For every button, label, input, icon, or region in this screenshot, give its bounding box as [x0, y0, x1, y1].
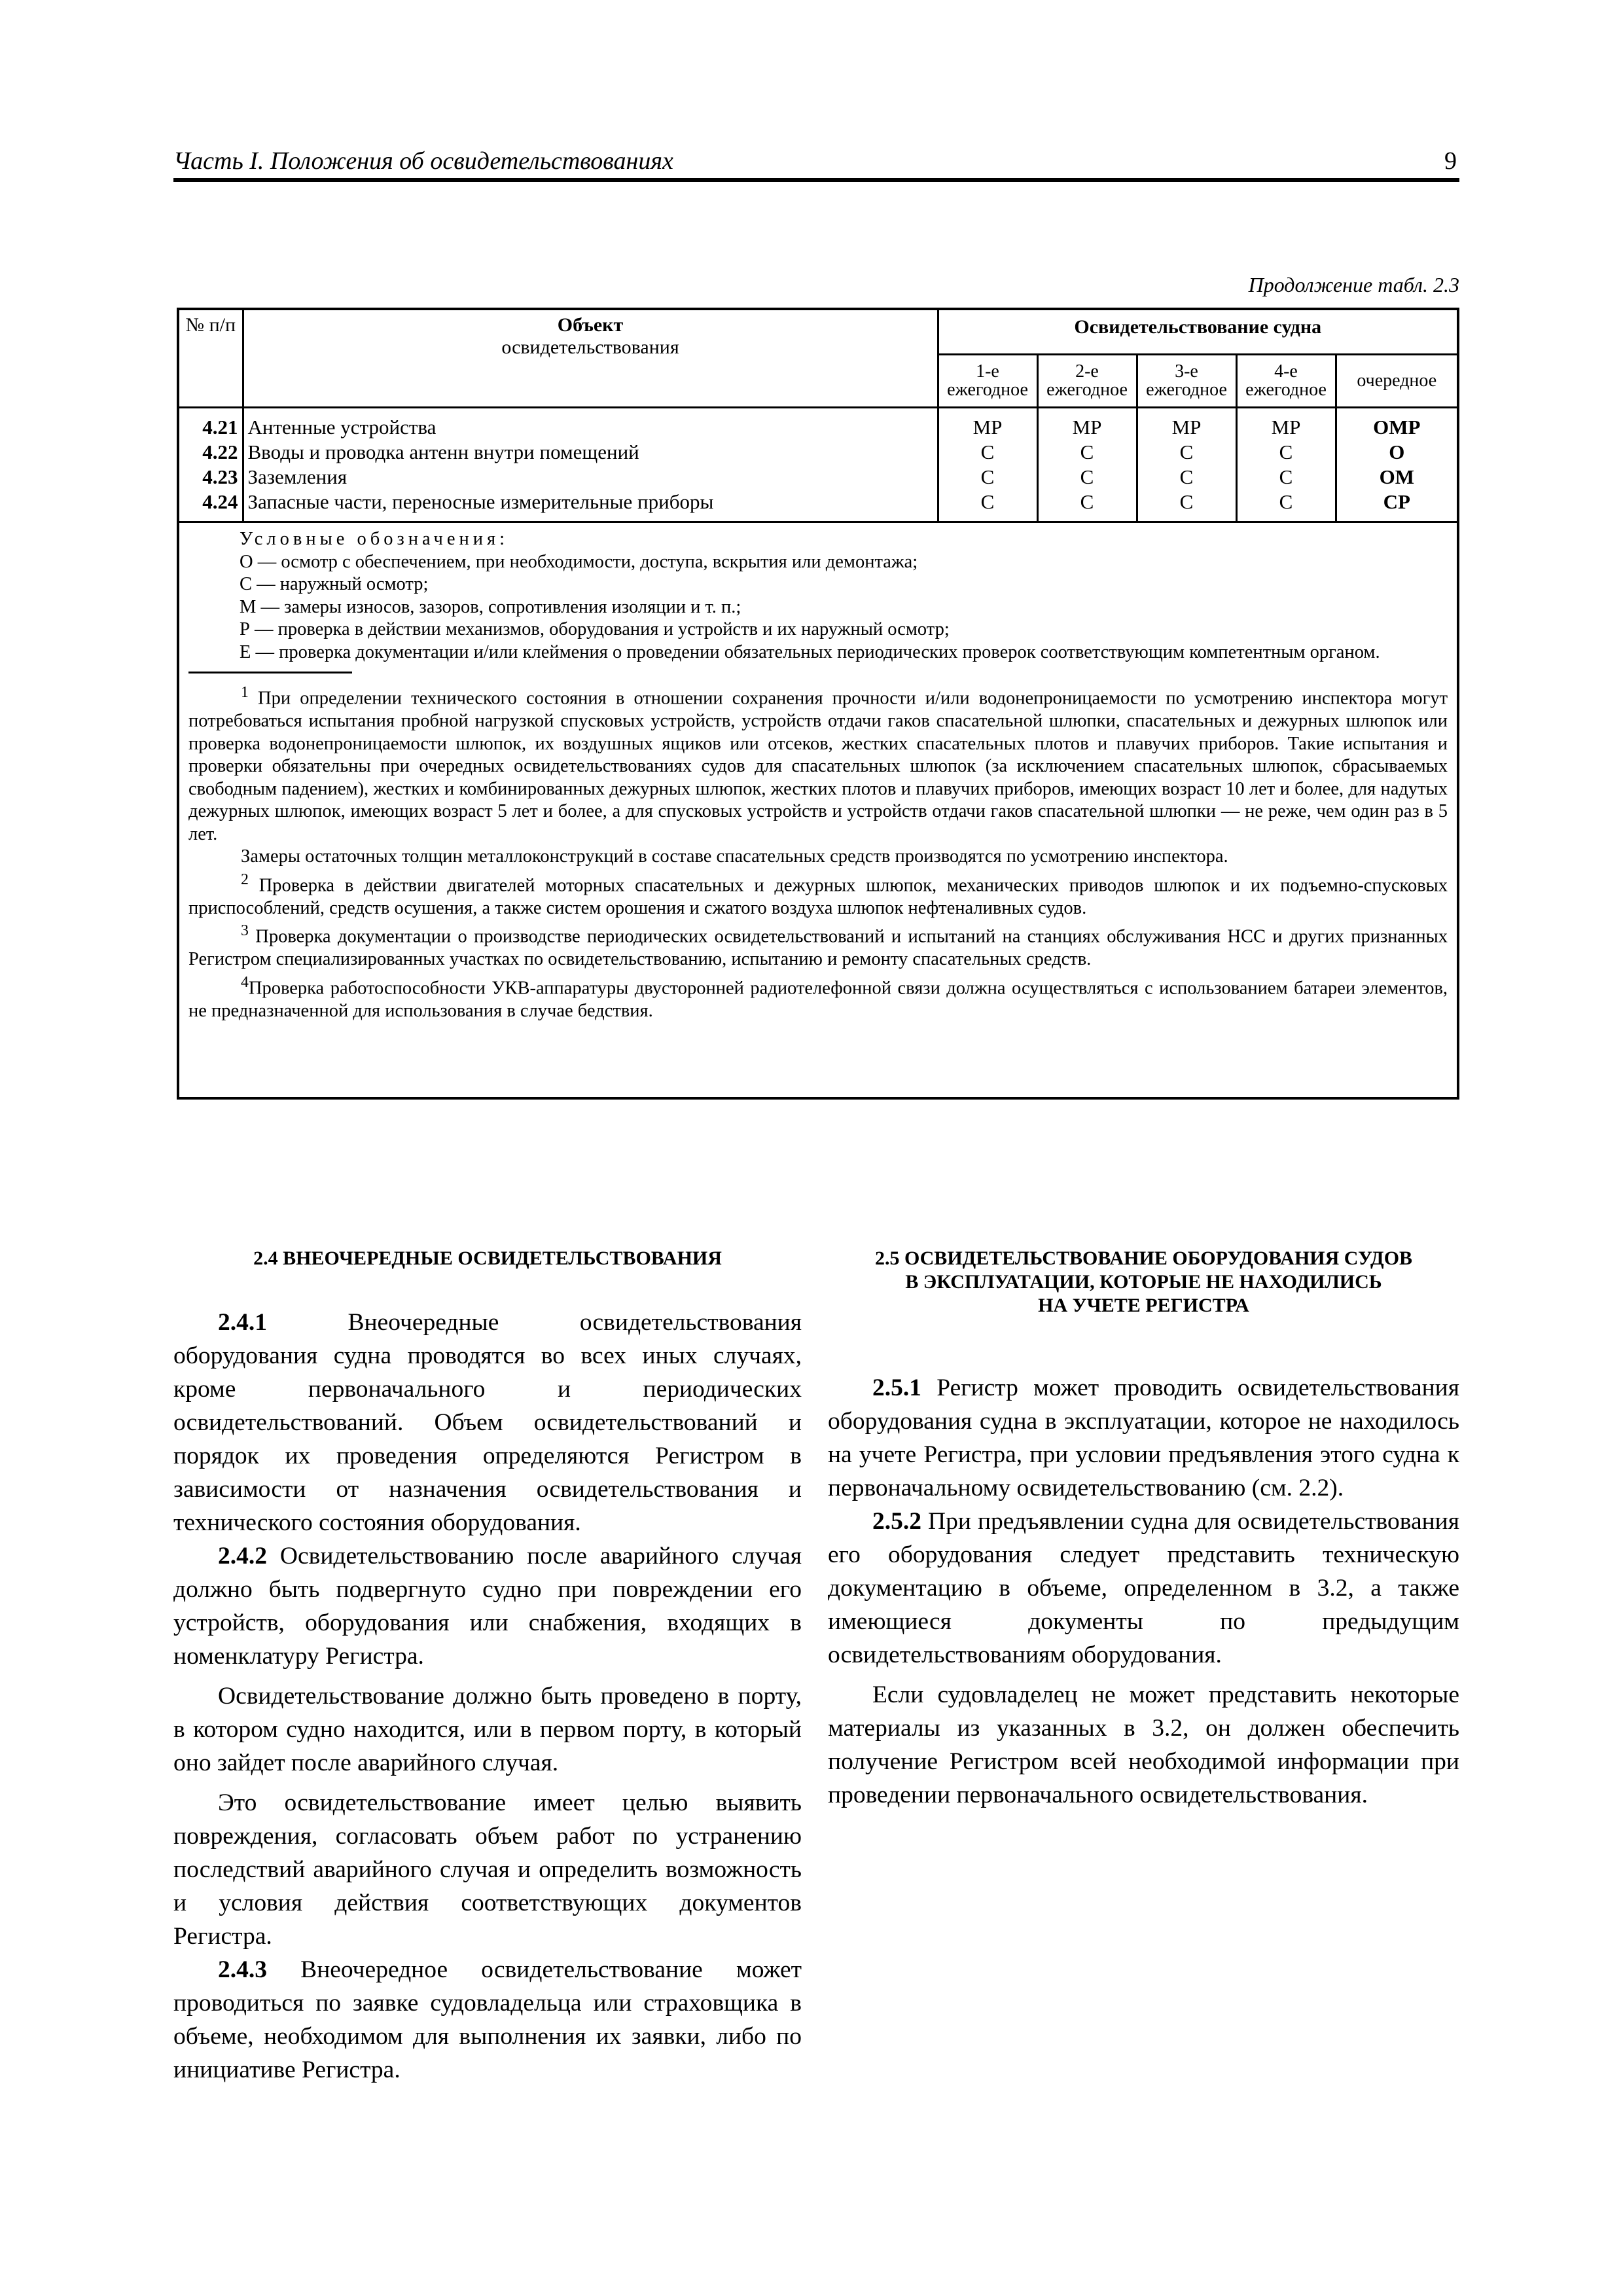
footnote-mark: 3	[241, 922, 249, 939]
values-annual-3	[1137, 408, 1236, 522]
footnote-rule	[188, 672, 352, 673]
legend-item: Р — проверка в действии механизмов, оборудования и устройств и их наружный осмотр;	[240, 619, 950, 639]
footnote-mark: 4	[241, 973, 249, 991]
cell-value: C	[1179, 440, 1194, 463]
paragraph-text: При предъявлении судна для освидетельствования его оборудования следует представить техническую документацию в объеме, определенном в 3.2, а также имеющиеся документы по предыдущим освидетельствованиям оборудования.	[828, 1508, 1459, 1668]
paragraph: Если судовладелец не может представить некоторые материалы из указанных в 3.2, он должен обеспечить получение Регистром всей необходимой информации при проведении первоначального освидетельствования.	[828, 1681, 1459, 1808]
row-object: Антенные устройства	[247, 416, 437, 439]
paragraph-text: Внеочередное освидетельствование может проводиться по заявке судовладельца или страховщика в объеме, необходимом для выполнения их заявки, либо по инициативе Регистра.	[173, 1956, 802, 2083]
footnote-text: Проверка в действии двигателей моторных спасательных и дежурных шлюпок, механических приводов шлюпок и их подъемно-спусковых приспособлений, средств осушения, а также систем орошения и сжатого воздуха шлюпок нефтеналивных судов.	[188, 875, 1448, 918]
paragraph: Это освидетельствование имеет целью выявить повреждения, согласовать объем работ по устранению последствий аварийного случая и определить возможность и условия действия соответствующих документов Регистра.	[173, 1789, 802, 1950]
table-row	[179, 408, 1457, 522]
subheader-label: 2-е	[1075, 361, 1099, 382]
clause-number: 2.4.1	[218, 1309, 267, 1336]
footnote-3	[188, 920, 1448, 971]
cell-value: C	[1080, 440, 1094, 463]
cell-value: OMP	[1373, 416, 1421, 439]
section-title-line: 2.5 ОСВИДЕТЕЛЬСТВОВАНИЕ ОБОРУДОВАНИЯ СУДОВ	[874, 1247, 1413, 1269]
page-number: 9	[1444, 147, 1457, 175]
cell-value: MP	[1271, 416, 1301, 439]
legend-item: Е — проверка документации и/или клеймения о проведении обязательных периодических проверок соответствующим компетентным органом.	[240, 641, 1380, 662]
row-numbers	[179, 408, 243, 522]
footnote-mark: 1	[241, 684, 249, 701]
cell-value: C	[1279, 490, 1293, 513]
footnote-text: При определении технического состояния в отношении сохранения прочности и/или водонепроницаемости по усмотрению инспектора могут потребоваться испытания пробной нагрузкой спусковых устройств, устройств отдачи гаков спасательной шлюпки, спасательных и дежурных шлюпок или проверка водонепроницаемости шлюпок, их воздушных ящиков или отсеков, жестких спасательных плотов и плавучих приборов. Такие испытания и проверки обязательны при очередных освидетельствованиях судов для спасательных шлюпок (за исключением спасательных шлюпок, сбрасываемых свободным падением), жестких и комбинированных дежурных шлюпок, жестких плотов и плавучих приборов, имеющих возраст 10 лет и более, для надутых дежурных шлюпок, имеющих возраст 5 лет и более, а для спусковых устройств и устройств отдачи гаков спасательной шлюпки — не реже, чем один раз в 5 лет.	[188, 688, 1448, 844]
column-header-number: № п/п	[179, 310, 243, 408]
footnote-1-continued: Замеры остаточных толщин металлоконструкций в составе спасательных средств производятся по усмотрению инспектора.	[241, 846, 1228, 867]
cell-value: MP	[1171, 416, 1202, 439]
subheader-annual-3	[1137, 355, 1236, 408]
cell-value: C	[1179, 490, 1194, 513]
row-object: Запасные части, переносные измерительные приборы	[247, 490, 714, 513]
subheader-label: очередное	[1357, 370, 1437, 391]
row-number: 4.24	[202, 490, 238, 513]
legend-title: Условные обозначения:	[240, 529, 509, 549]
column-header-object-line1: Объект	[557, 314, 624, 336]
subheader-annual-4	[1236, 355, 1336, 408]
section-2-5-body	[828, 1371, 1459, 1812]
cell-value: C	[1179, 465, 1194, 488]
cell-value: O	[1389, 440, 1405, 463]
row-objects	[243, 408, 938, 522]
cell-value: MP	[1072, 416, 1102, 439]
subheader-special	[1336, 355, 1457, 408]
column-header-survey-label: Освидетельствование судна	[1074, 316, 1322, 338]
row-object: Заземления	[247, 465, 348, 488]
paragraph	[173, 1953, 802, 2087]
footnote-1	[188, 681, 1448, 846]
section-title-line: НА УЧЕТЕ РЕГИСТРА	[1038, 1295, 1249, 1316]
clause-number: 2.4.3	[218, 1956, 267, 1983]
values-special	[1336, 408, 1457, 522]
cell-value: C	[1279, 440, 1293, 463]
subheader-label: ежегодное	[1046, 380, 1128, 400]
cell-value: C	[1080, 490, 1094, 513]
footnote-4	[188, 971, 1448, 1023]
cell-value: C	[1279, 465, 1293, 488]
cell-value: C	[1080, 465, 1094, 488]
values-annual-4	[1236, 408, 1336, 522]
subheader-annual-1	[938, 355, 1037, 408]
section-2-5-title	[828, 1247, 1459, 1318]
section-2-4-title: 2.4 ВНЕОЧЕРЕДНЫЕ ОСВИДЕТЕЛЬСТВОВАНИЯ	[253, 1247, 722, 1269]
page-header	[173, 145, 1459, 182]
footnote-2	[188, 869, 1448, 920]
cell-value: MP	[972, 416, 1003, 439]
paragraph-text: Освидетельствованию после аварийного случая должно быть подвергнуто судно при повреждении его устройств, оборудования или снабжения, входящих в номенклатуру Регистра.	[173, 1543, 802, 1670]
clause-number: 2.5.2	[872, 1508, 921, 1535]
survey-table-frame	[177, 308, 1459, 1100]
row-number: 4.21	[202, 416, 238, 439]
section-title-line: В ЭКСПЛУАТАЦИИ, КОТОРЫЕ НЕ НАХОДИЛИСЬ	[905, 1271, 1382, 1293]
paragraph	[828, 1505, 1459, 1672]
column-header-object	[243, 310, 938, 408]
cell-value: C	[980, 465, 995, 488]
cell-value: C	[980, 440, 995, 463]
paragraph-text: Внеочередные освидетельствования оборудования судна проводятся во всех иных случаях, кроме первоначального и периодических освидетельствований. Объем освидетельствований и порядок их проведения определяются Регистром в зависимости от назначения освидетельствования и технического состояния оборудования.	[173, 1309, 802, 1536]
row-object: Вводы и проводка антенн внутри помещений	[247, 440, 639, 463]
footnote-text: Проверка работоспособности УКВ-аппаратуры двусторонней радиотелефонной связи должна осуществляться с использованием батареи элементов, не предназначенной для использования в случае бедствия.	[188, 978, 1448, 1021]
legend-item: М — замеры износов, зазоров, сопротивления изоляции и т. п.;	[240, 596, 741, 617]
section-2-4-body	[173, 1306, 802, 2087]
subheader-label: ежегодное	[947, 380, 1028, 400]
subheader-label: 3-е	[1175, 361, 1198, 382]
row-number: 4.23	[202, 465, 238, 488]
legend-item: С — наружный осмотр;	[240, 574, 429, 594]
values-annual-1	[938, 408, 1037, 522]
paragraph	[828, 1371, 1459, 1505]
subheader-label: ежегодное	[1245, 380, 1327, 400]
cell-value: OM	[1379, 465, 1414, 488]
values-annual-2	[1037, 408, 1137, 522]
clause-number: 2.4.2	[218, 1543, 267, 1570]
row-number: 4.22	[202, 440, 238, 463]
paragraph	[173, 1306, 802, 1539]
survey-table	[179, 310, 1457, 1029]
subheader-label: 1-е	[976, 361, 999, 382]
legend-and-footnotes	[179, 522, 1457, 1030]
clause-number: 2.5.1	[872, 1374, 921, 1401]
column-header-object-line2: освидетельствования	[501, 336, 679, 358]
subheader-annual-2	[1037, 355, 1137, 408]
footnote-mark: 2	[241, 870, 249, 888]
paragraph	[173, 1539, 802, 1673]
footnote-text: Проверка документации о производстве периодических освидетельствований и испытаний на станциях обслуживания НСС и других признанных Регистром специализированных участках по освидетельствованию, испытанию и ремонту спасательных средств.	[188, 926, 1448, 969]
running-title: Часть I. Положения об освидетельствованиях	[173, 147, 673, 175]
paragraph: Освидетельствование должно быть проведено в порту, в котором судно находится, или в первом порту, в который оно зайдет после аварийного случая.	[173, 1683, 802, 1776]
subheader-label: ежегодное	[1146, 380, 1227, 400]
cell-value: CP	[1383, 490, 1410, 513]
legend-item: О — осмотр с обеспечением, при необходимости, доступа, вскрытия или демонтажа;	[240, 551, 918, 572]
paragraph-text: Регистр может проводить освидетельствования оборудования судна в эксплуатации, которое не находилось на учете Регистра, при условии предъявления этого судна к первоначальному освидетельствованию (см. 2.2).	[828, 1374, 1459, 1501]
subheader-label: 4-е	[1274, 361, 1298, 382]
cell-value: C	[980, 490, 995, 513]
column-header-survey	[938, 310, 1457, 355]
table-continuation-note: Продолжение табл. 2.3	[1248, 273, 1459, 296]
